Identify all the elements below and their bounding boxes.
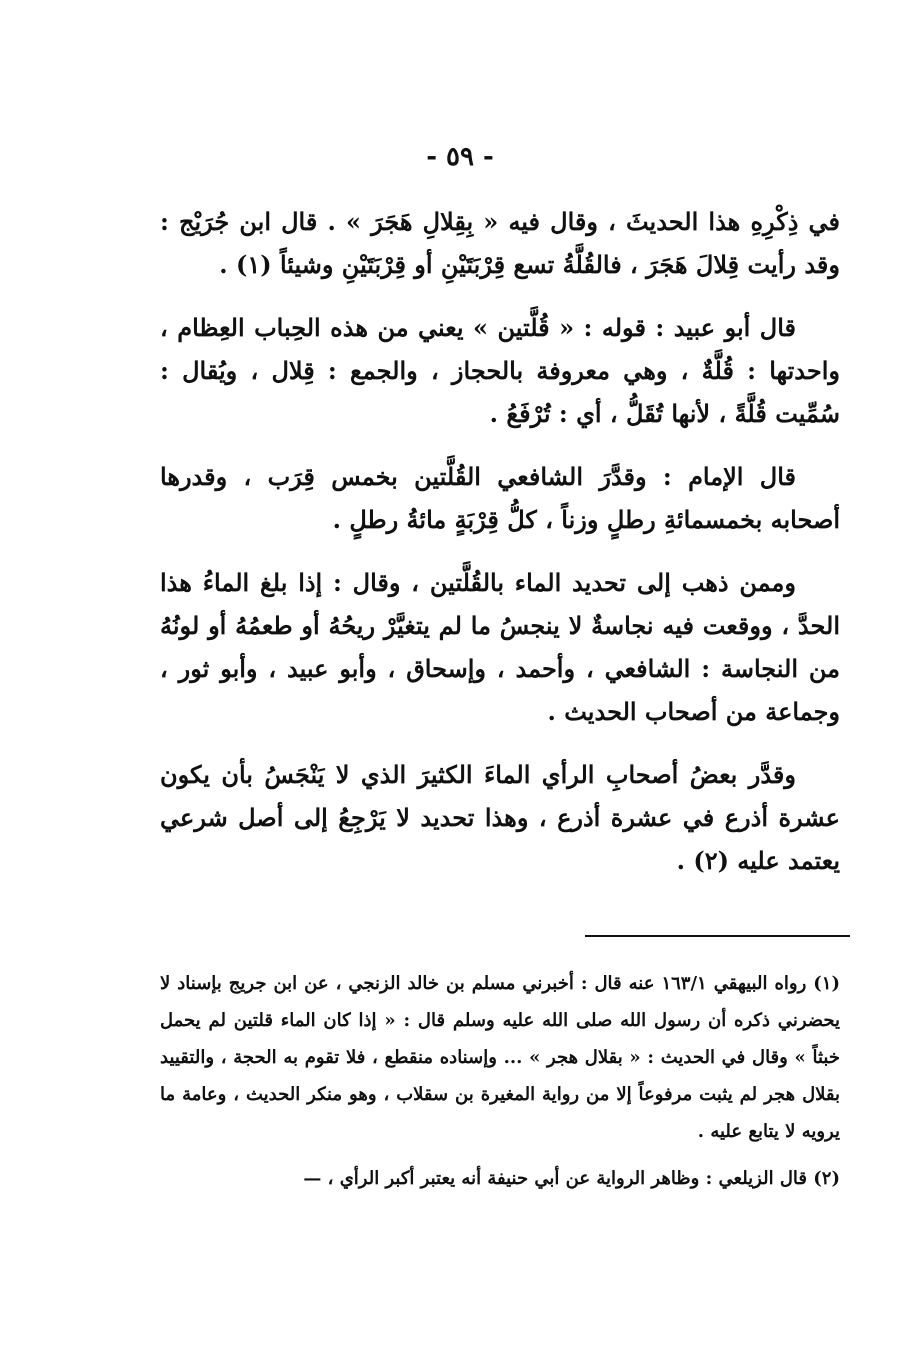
paragraph-2: قال أبو عبيد : قوله : « قُلَّتين » يعني من هذه الحِباب العِظام ، واحدتها : قُلَّةٌ ، وهي معروفة بالحجاز ، والجمع : قِلال ، ويُقال : سُمِّيت قُلَّةً ، لأنها تُقَلُّ ، أي : تُرْفَعُ . — [160, 313, 840, 428]
footnote-divider — [585, 935, 850, 937]
body-text — [160, 200, 840, 902]
footnote-2: (٢) قال الزيلعي : وظاهر الرواية عن أبي حنيفة أنه يعتبر أكبر الرأي ، — — [303, 1168, 840, 1189]
footnotes — [160, 965, 840, 1207]
footnote-1: (١) رواه البيهقي ١٦٣/١ عنه قال : أخبرني مسلم بن خالد الزنجي ، عن ابن جريج بإسناد لا يحضرني ذكره أن رسول الله صلى الله عليه وسلم قال : « إذا كان الماء قلتين لم يحمل خبثاً » وقال في الحديث : « بقلال هجر » ... وإسناده منقطع ، فلا تقوم به الحجة ، والتقييد بقلال هجر لم يثبت مرفوعاً إلا من رواية المغيرة بن سقلاب ، وهو منكر الحديث ، وعامة ما يرويه لا يتابع عليه . — [160, 973, 840, 1142]
paragraph-3: قال الإمام : وقدَّرَ الشافعي القُلَّتين بخمس قِرَب ، وقدرها أصحابه بخمسمائةِ رطلٍ وزناً ، كلُّ قِرْبَةٍ مائةُ رطلٍ . — [160, 462, 840, 534]
paragraph-4: وممن ذهب إلى تحديد الماء بالقُلَّتين ، وقال : إذا بلغ الماءُ هذا الحدَّ ، ووقعت فيه نجاسةٌ لا ينجسُ ما لم يتغيَّرْ ريحُهُ أو طعمُهُ أو لونُهُ من النجاسة : الشافعي ، وأحمد ، وإسحاق ، وأبو عبيد ، وأبو ثور ، وجماعة من أصحاب الحديث . — [160, 568, 840, 726]
paragraph-5: وقدَّر بعضُ أصحابِ الرأي الماءَ الكثيرَ الذي لا يَنْجَسُ بأن يكون عشرة أذرع في عشرة أذرع ، وهذا تحديد لا يَرْجِعُ إلى أصل شرعي يعتمد عليه (٢) . — [160, 760, 840, 875]
page-number: - ٥٩ - — [426, 142, 494, 172]
paragraph-1: في ذِكْرِهِ هذا الحديثَ ، وقال فيه « بِقِلالِ هَجَرَ » . قال ابن جُرَيْج : وقد رأيت قِلالَ هَجَرَ ، فالقُلَّةُ تسع قِرْبَتَيْنِ أو قِرْبَتَيْنِ وشيئاً (١) . — [160, 207, 840, 279]
